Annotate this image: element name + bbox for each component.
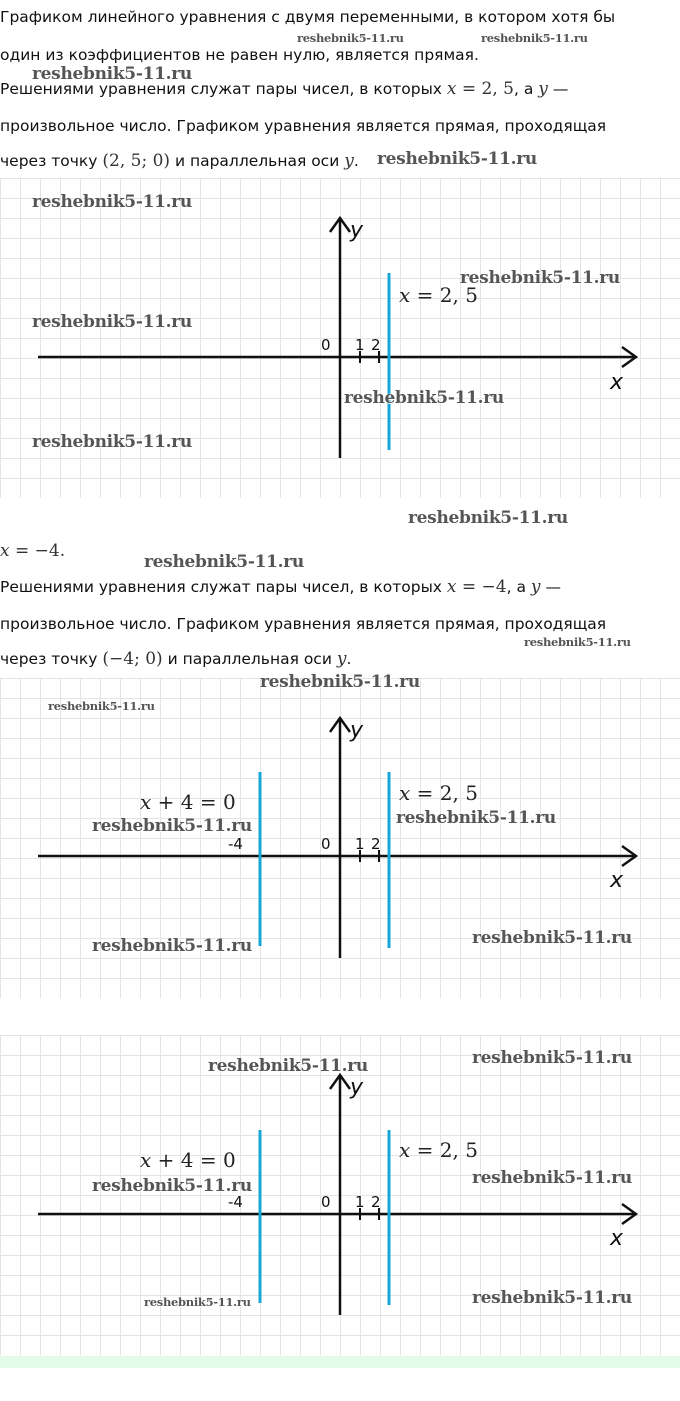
paragraph-line xyxy=(0,152,680,170)
watermark: reshebnik5-11.ru xyxy=(396,808,556,828)
origin-label: 0 xyxy=(321,1193,331,1211)
text-run: и параллельная оси xyxy=(170,152,345,170)
origin-label: 0 xyxy=(321,835,331,853)
tick-1-label: 1 xyxy=(355,1193,365,1211)
watermark: reshebnik5-11.ru xyxy=(144,1295,251,1309)
tick-neg4-label: -4 xyxy=(228,835,243,853)
watermark: reshebnik5-11.ru xyxy=(32,312,192,332)
paragraph-line: произвольное число. Графиком уравнения является прямая, проходящая xyxy=(0,117,607,135)
math-var: y xyxy=(336,649,347,669)
paragraph-line: один из коэффициентов не равен нулю, является прямая. xyxy=(0,46,479,64)
tick-neg4-label: -4 xyxy=(228,1193,243,1211)
math-expr: = −4 xyxy=(456,577,507,597)
watermark: reshebnik5-11.ru xyxy=(472,928,632,948)
watermark: reshebnik5-11.ru xyxy=(32,64,192,84)
equation-label-x-plus-4: x + 4 = 0 xyxy=(140,790,236,814)
math-var: y xyxy=(538,79,548,99)
watermark: reshebnik5-11.ru xyxy=(524,635,631,649)
math-expr: = −4. xyxy=(9,541,66,561)
tick-2-label: 2 xyxy=(371,835,381,853)
watermark: reshebnik5-11.ru xyxy=(208,1056,368,1076)
math-var: y xyxy=(530,577,541,597)
watermark: reshebnik5-11.ru xyxy=(92,1176,252,1196)
tick-2-label: 2 xyxy=(371,336,381,354)
watermark: reshebnik5-11.ru xyxy=(472,1168,632,1188)
watermark: reshebnik5-11.ru xyxy=(144,552,304,572)
tick-2-label: 2 xyxy=(371,1193,381,1211)
y-axis-label: y xyxy=(350,718,364,743)
equation-label-x-2-5: x = 2, 5 xyxy=(399,1138,478,1162)
watermark: reshebnik5-11.ru xyxy=(408,508,568,528)
x-axis-label: x xyxy=(610,370,624,395)
watermark: reshebnik5-11.ru xyxy=(460,268,620,288)
equation-heading xyxy=(0,542,680,560)
watermark: reshebnik5-11.ru xyxy=(481,31,588,45)
watermark: reshebnik5-11.ru xyxy=(260,672,420,692)
watermark: reshebnik5-11.ru xyxy=(344,388,504,408)
paragraph-line xyxy=(0,578,680,596)
footer-strip xyxy=(0,1356,680,1368)
watermark: reshebnik5-11.ru xyxy=(32,432,192,452)
text-run: и параллельная оси xyxy=(162,650,337,668)
math-var: x xyxy=(446,79,457,99)
watermark: reshebnik5-11.ru xyxy=(472,1048,632,1068)
equation-label-x-2-5: x = 2, 5 xyxy=(399,283,478,307)
watermark: reshebnik5-11.ru xyxy=(472,1288,632,1308)
paragraph-line: Графиком линейного уравнения с двумя переменными, в котором хотя бы xyxy=(0,8,616,26)
tick-1-label: 1 xyxy=(355,336,365,354)
x-axis-label: x xyxy=(610,868,624,893)
math-point: (−4; 0) xyxy=(102,649,163,669)
equation-label-x-plus-4: x + 4 = 0 xyxy=(140,1148,236,1172)
equation-label-x-2-5: x = 2, 5 xyxy=(399,781,478,805)
text-run: через точку xyxy=(0,650,103,668)
text-run: , а xyxy=(514,80,539,98)
math-var: x xyxy=(0,541,10,561)
watermark: reshebnik5-11.ru xyxy=(92,816,252,836)
text-run: — xyxy=(540,578,561,596)
text-run: Решениями уравнения служат пары чисел, в которых xyxy=(0,80,447,98)
text-run: . xyxy=(353,152,359,170)
math-expr: = 2, 5 xyxy=(456,79,514,99)
watermark: reshebnik5-11.ru xyxy=(32,192,192,212)
text-run: Решениями уравнения служат пары чисел, в которых xyxy=(0,578,447,596)
math-var: y xyxy=(344,151,354,171)
math-point: (2, 5; 0) xyxy=(102,151,171,171)
text-run: , а xyxy=(506,578,531,596)
y-axis-label: y xyxy=(350,218,364,243)
origin-label: 0 xyxy=(321,336,331,354)
text-run: через точку xyxy=(0,152,103,170)
y-axis-label: y xyxy=(350,1075,364,1100)
x-axis-label: x xyxy=(610,1226,624,1251)
math-var: x xyxy=(446,577,457,597)
watermark: reshebnik5-11.ru xyxy=(297,31,404,45)
watermark: reshebnik5-11.ru xyxy=(92,936,252,956)
paragraph-line xyxy=(0,650,680,668)
text-run: . xyxy=(346,650,352,668)
watermark: reshebnik5-11.ru xyxy=(48,699,155,713)
tick-1-label: 1 xyxy=(355,835,365,853)
text-run: — xyxy=(547,80,569,98)
watermark: reshebnik5-11.ru xyxy=(377,149,537,169)
paragraph-line: произвольное число. Графиком уравнения является прямая, проходящая xyxy=(0,615,607,633)
